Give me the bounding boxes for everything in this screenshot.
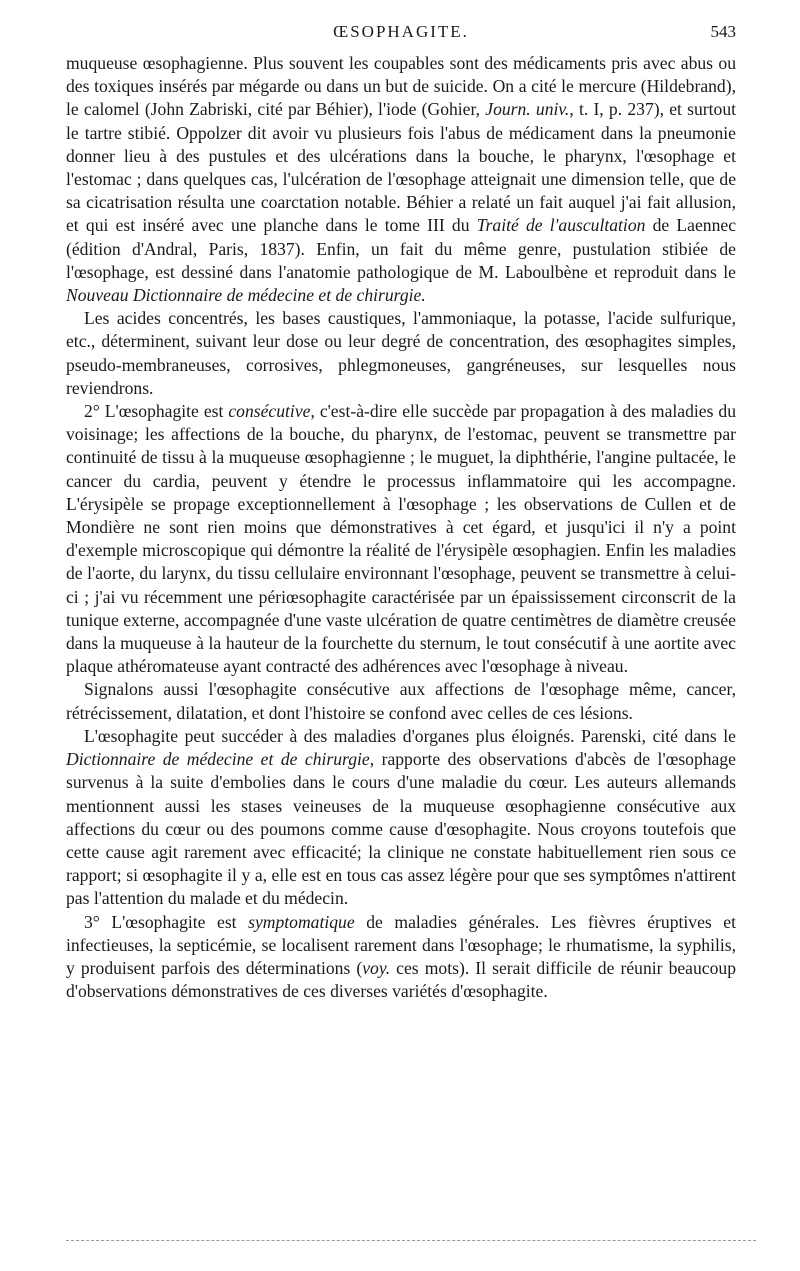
page-number: 543	[710, 22, 736, 41]
paragraph-4	[66, 678, 736, 724]
text-run: de Laennec (édition d'Andral, Paris, 1837). Enfin, un fait du même genre, pustulation stibiée de l'œsophage, est dessiné dans l'anatomie pathologique de M. Laboulbène et reproduit dans le	[66, 215, 736, 282]
text-run: Les acides concentrés, les bases caustiques, l'ammoniaque, la potasse, l'acide sulfurique, etc., déterminent, suivant leur dose ou leur degré de concentration, des œsophagites simples, pseudo-membraneuses, corrosives, phlegmoneuses, gangréneuses, sur lesquelles nous reviendrons.	[66, 308, 736, 398]
italic-text-run: Nouveau Dictionnaire de médecine et de chirurgie.	[66, 285, 426, 306]
paragraph-1	[66, 52, 736, 307]
text-run: muqueuse œsophagienne. Plus souvent les coupables sont des médicaments pris avec abus ou des toxiques insérés par mégarde ou dans un but de suicide. On a cité le mercure (Hildebrand), le calomel (John Zabriski, cité par Béhier), l'iode (Gohier,	[66, 53, 736, 120]
text-run: 3° L'œsophagite est	[84, 911, 249, 932]
italic-text-run: symptomatique	[248, 911, 355, 932]
text-run: , c'est-à-dire elle succède par propagation à des maladies du voisinage; les affections de la bouche, du pharynx, de l'estomac, peuvent se transmettre par continuité de tissu à la muqueuse œsophagienne ; le muguet, la diphthérie, l'angine pultacée, le cancer du cardia, peuvent y étendre le processus inflammatoire qui les accompagne. L'érysipèle se propage exceptionnellement à l'œsophage ; les observations de Cullen et de Mondière ne sont rien moins que démonstratives à cet égard, et jusqu'ici il n'y a point d'exemple microscopique qui démontre la réalité de l'érysipèle œsophagien. Enfin les maladies de l'aorte, du larynx, du tissu cellulaire environnant l'œsophage, peuvent se transmettre à celui-ci ; j'ai vu récemment une périœsophagite caractérisée par un épaississement circonscrit de la tunique externe, accompagnée d'une vaste ulcération de quatre centimètres de diamètre creusée dans la muqueuse à la hauteur de la fourchette du sternum, le tout consécutif à une aortite avec plaque athéromateuse ayant contracté des adhérences avec l'œsophage à niveau.	[66, 401, 737, 677]
running-title: ŒSOPHAGITE.	[333, 22, 469, 41]
paragraph-3	[66, 400, 736, 678]
paragraph-5	[66, 725, 736, 911]
running-head	[66, 22, 736, 46]
text-run: 2° L'œsophagite est	[84, 401, 229, 422]
footer-rule	[66, 1240, 756, 1241]
italic-text-run: Dictionnaire de médecine et de chirurgie	[66, 749, 370, 770]
body-text	[66, 52, 736, 1003]
text-run: , rapporte des observations d'abcès de l'œsophage survenus à la suite d'embolies dans le cours d'une maladie du cœur. Les auteurs allemands mentionnent aussi les stases veineuses de la muqueuse œsophagienne consécutive aux affections du cœur ou des poumons comme cause d'œsophagite. Nous croyons toutefois que cette cause agit rarement avec efficacité; la clinique ne constate habituellement rien sous ce rapport; si œsophagite il y a, elle est en tous cas assez légère pour que ses symptômes n'attirent pas l'attention du malade et du médecin.	[66, 749, 736, 909]
italic-text-run: consécutive	[228, 401, 311, 422]
text-run: , t. I, p. 237), et surtout le tartre stibié. Oppolzer dit avoir vu plusieurs fois l'abus de médicament dans la pneumonie donner lieu à des pustules et des ulcérations dans la bouche, le pharynx, l'œsophage et l'estomac ; dans quelques cas, l'ulcération de l'œsophage atteignait une dimension telle, que de sa cicatrisation résulta une coarctation notable. Béhier a relaté un fait auquel j'ai fait allusion, et qui est inséré avec une planche dans le tome III du	[66, 99, 737, 236]
text-run: ces mots). Il serait difficile de réunir beaucoup d'observations démonstratives de ces diverses variétés d'œsophagite.	[66, 957, 736, 1002]
paragraph-2	[66, 307, 736, 400]
text-run: Signalons aussi l'œsophagite consécutive aux affections de l'œsophage même, cancer, rétrécissement, dilatation, et dont l'histoire se confond avec celles de ces lésions.	[66, 679, 736, 723]
italic-text-run: Traité de l'auscultation	[476, 215, 646, 236]
text-run: de maladies générales. Les fièvres éruptives et infectieuses, la septicémie, se localisent rarement dans l'œsophage; le rhumatisme, la syphilis, y produisent parfois des déterminations (	[66, 911, 736, 978]
italic-text-run: voy.	[362, 957, 391, 978]
paragraph-6	[66, 911, 736, 1004]
italic-text-run: Journ. univ.	[485, 99, 570, 120]
text-run: L'œsophagite peut succéder à des maladies d'organes plus éloignés. Parenski, cité dans le	[84, 725, 736, 746]
